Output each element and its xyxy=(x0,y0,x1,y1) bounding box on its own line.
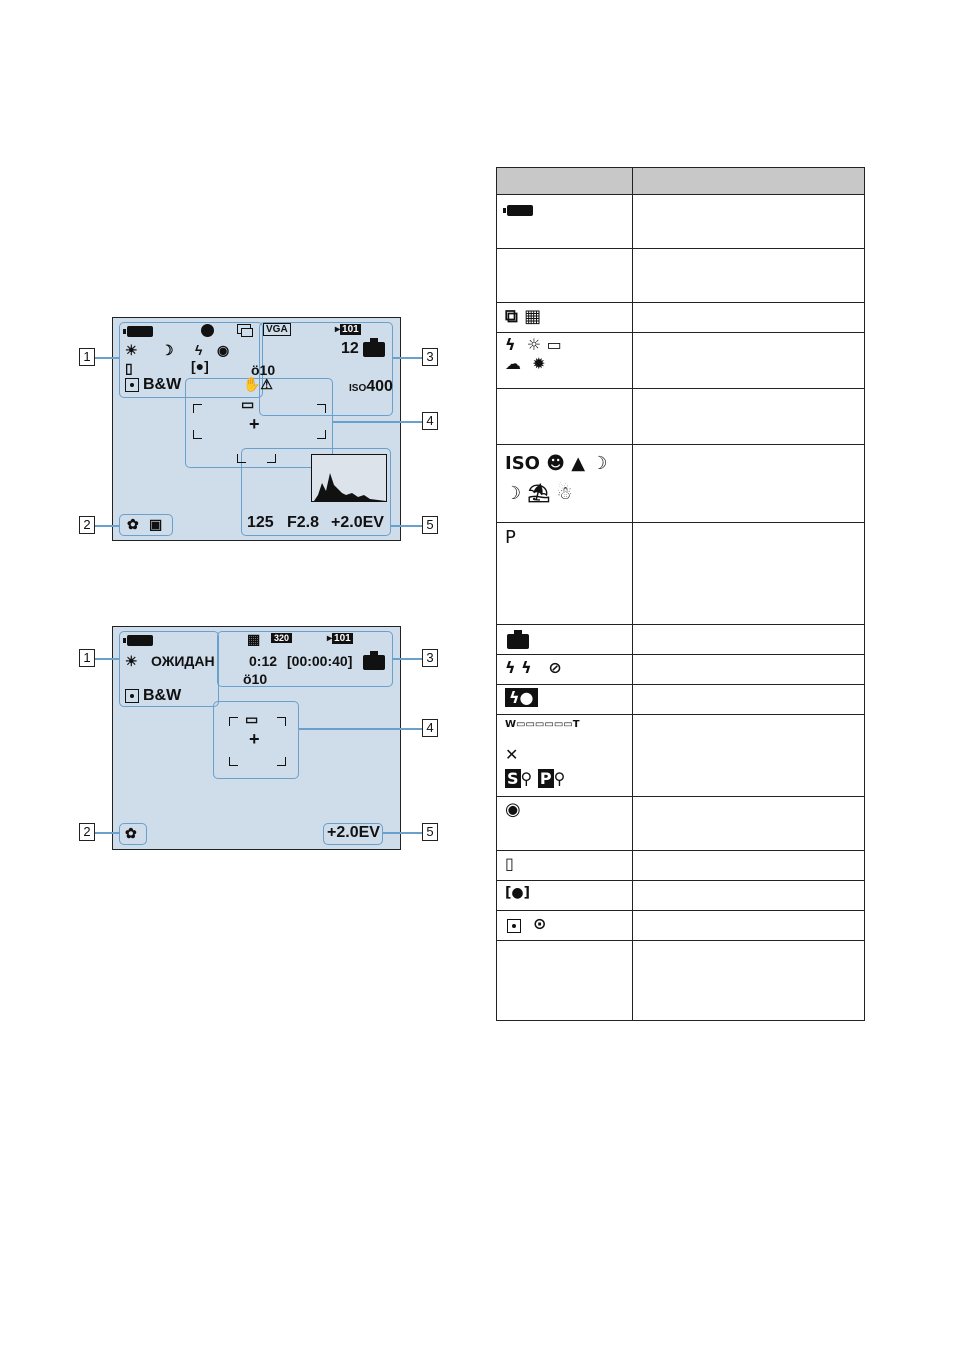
callout-3: 3 xyxy=(422,649,438,667)
legend-header-symbol xyxy=(497,168,633,195)
callout-5-line xyxy=(382,832,422,834)
callout-4-line xyxy=(332,421,422,423)
quality-label: 320 xyxy=(271,633,292,643)
face-detection-icon: [●] xyxy=(191,358,209,374)
self-timer-label: ö10 xyxy=(251,362,276,378)
callout-3-line xyxy=(392,658,422,660)
macro-icon: ✿ xyxy=(127,516,139,532)
still-mode-screen xyxy=(112,317,401,541)
cross-icon: ✕ xyxy=(505,745,519,764)
callout-1: 1 xyxy=(79,649,95,667)
recording-time: 0:12 xyxy=(249,653,278,669)
shake-warning-icon: ✋⚠ xyxy=(243,376,273,392)
battery-low-icon: ▭ xyxy=(241,396,255,412)
aperture: F2.8 xyxy=(287,514,320,531)
callout-2: 2 xyxy=(79,823,95,841)
movie-mode-screen xyxy=(112,626,401,850)
callout-2-line xyxy=(95,525,119,527)
af-bracket-tl xyxy=(229,717,238,726)
burst-icon: ⧉ ▦ xyxy=(505,306,542,327)
sharpness-icon: ▯ xyxy=(125,360,133,376)
legend-row xyxy=(497,625,865,655)
callout-3-line xyxy=(392,357,422,359)
face-detection-icon: [●] xyxy=(505,885,531,901)
folder-label: ▸ 101 xyxy=(327,633,351,644)
callout-3: 3 xyxy=(422,348,438,366)
camera-icon xyxy=(363,342,385,357)
film-icon: ▦ xyxy=(247,631,261,647)
callout-1-line xyxy=(95,357,119,359)
flash-icon: ϟ xyxy=(195,342,203,358)
callout-1-line xyxy=(95,658,119,660)
camera-icon xyxy=(507,634,529,649)
burst-icon xyxy=(237,324,251,334)
sharpness-icon: ▯ xyxy=(505,854,514,873)
flash-mode-icons: ϟ ϟ ⊘ xyxy=(505,658,562,677)
legend-row xyxy=(497,249,865,303)
zoom-bar-icon: W▭▭▭▭▭▭T xyxy=(505,719,580,730)
legend-header-row xyxy=(497,168,865,195)
macro-icon: ✿ xyxy=(125,825,137,841)
smart-zoom-icon: S ⚲ P ⚲ xyxy=(507,769,566,788)
bw-label: B&W xyxy=(143,687,182,704)
af-bracket-bl xyxy=(193,430,202,439)
af-bracket-tr xyxy=(317,404,326,413)
battery-icon xyxy=(127,326,153,337)
metering-icon xyxy=(125,378,139,392)
red-eye-icon: ◉ xyxy=(505,799,521,820)
self-timer-label: ö10 xyxy=(243,671,268,687)
legend-row xyxy=(497,195,865,249)
af-bracket-bl2 xyxy=(237,454,246,463)
callout-5: 5 xyxy=(422,823,438,841)
legend-row xyxy=(497,715,865,797)
af-bracket-br xyxy=(277,757,286,766)
callout-5-line xyxy=(390,525,422,527)
af-bracket-br2 xyxy=(267,454,276,463)
ev-value: +2.0EV xyxy=(331,514,384,531)
af-range-icon: ▣ xyxy=(149,516,163,532)
ev-value: +2.0EV xyxy=(327,824,380,841)
center-metering-icon: ⊙ xyxy=(533,914,547,933)
legend-row xyxy=(497,523,865,625)
af-bracket-br xyxy=(317,430,326,439)
white-balance-icon: ☀ xyxy=(125,342,138,358)
callout-1: 1 xyxy=(79,348,95,366)
image-size-label: VGA xyxy=(263,324,291,335)
metering-icon xyxy=(125,689,139,703)
legend-row xyxy=(497,685,865,715)
flash-charge-icon: ϟ● xyxy=(505,688,538,707)
camera-icon xyxy=(363,655,385,670)
shutter-speed: 125 xyxy=(247,514,274,531)
twilight-icon: ☽ xyxy=(161,342,174,358)
legend-table xyxy=(496,167,865,1021)
standby-status: ОЖИДАН xyxy=(151,653,215,669)
callout-4: 4 xyxy=(422,412,438,430)
legend-row xyxy=(497,303,865,333)
battery-icon xyxy=(127,635,153,646)
callout-4-line xyxy=(298,728,422,730)
shots-remaining: 12 xyxy=(341,340,359,357)
legend-row xyxy=(497,333,865,389)
remaining-time: [00:00:40] xyxy=(287,653,353,669)
scene-mode-icons: ISO ☻ ▲ ☽ ☽ ⛱ ☃ xyxy=(505,453,608,504)
record-dot-icon xyxy=(201,324,214,337)
white-balance-icon: ☀ xyxy=(125,653,138,669)
folder-label: ▸ 101 xyxy=(335,324,359,335)
callout-4: 4 xyxy=(422,719,438,737)
program-mode-label: P xyxy=(505,527,516,548)
callout-2-line xyxy=(95,832,119,834)
red-eye-icon: ◉ xyxy=(217,342,230,358)
legend-row xyxy=(497,797,865,851)
af-bracket-tr xyxy=(277,717,286,726)
iso-value: ISO400 xyxy=(349,378,393,395)
af-bracket-tl xyxy=(193,404,202,413)
legend-row xyxy=(497,445,865,523)
battery-icon xyxy=(507,205,533,216)
legend-row xyxy=(497,851,865,881)
callout-5: 5 xyxy=(422,516,438,534)
callout-2: 2 xyxy=(79,516,95,534)
legend-row xyxy=(497,389,865,445)
af-crosshair: + xyxy=(249,729,260,749)
battery-low-icon: ▭ xyxy=(245,711,259,727)
legend-row xyxy=(497,881,865,911)
histogram xyxy=(311,454,387,502)
af-bracket-bl xyxy=(229,757,238,766)
legend-row xyxy=(497,911,865,941)
spot-metering-icon xyxy=(507,919,521,933)
legend-row xyxy=(497,941,865,1021)
af-crosshair: + xyxy=(249,414,260,434)
legend-header-description xyxy=(633,168,865,195)
legend-row xyxy=(497,655,865,685)
bw-label: B&W xyxy=(143,376,182,393)
white-balance-icons: ϟ ☼ ▭ ☁ ✹ xyxy=(505,335,562,373)
